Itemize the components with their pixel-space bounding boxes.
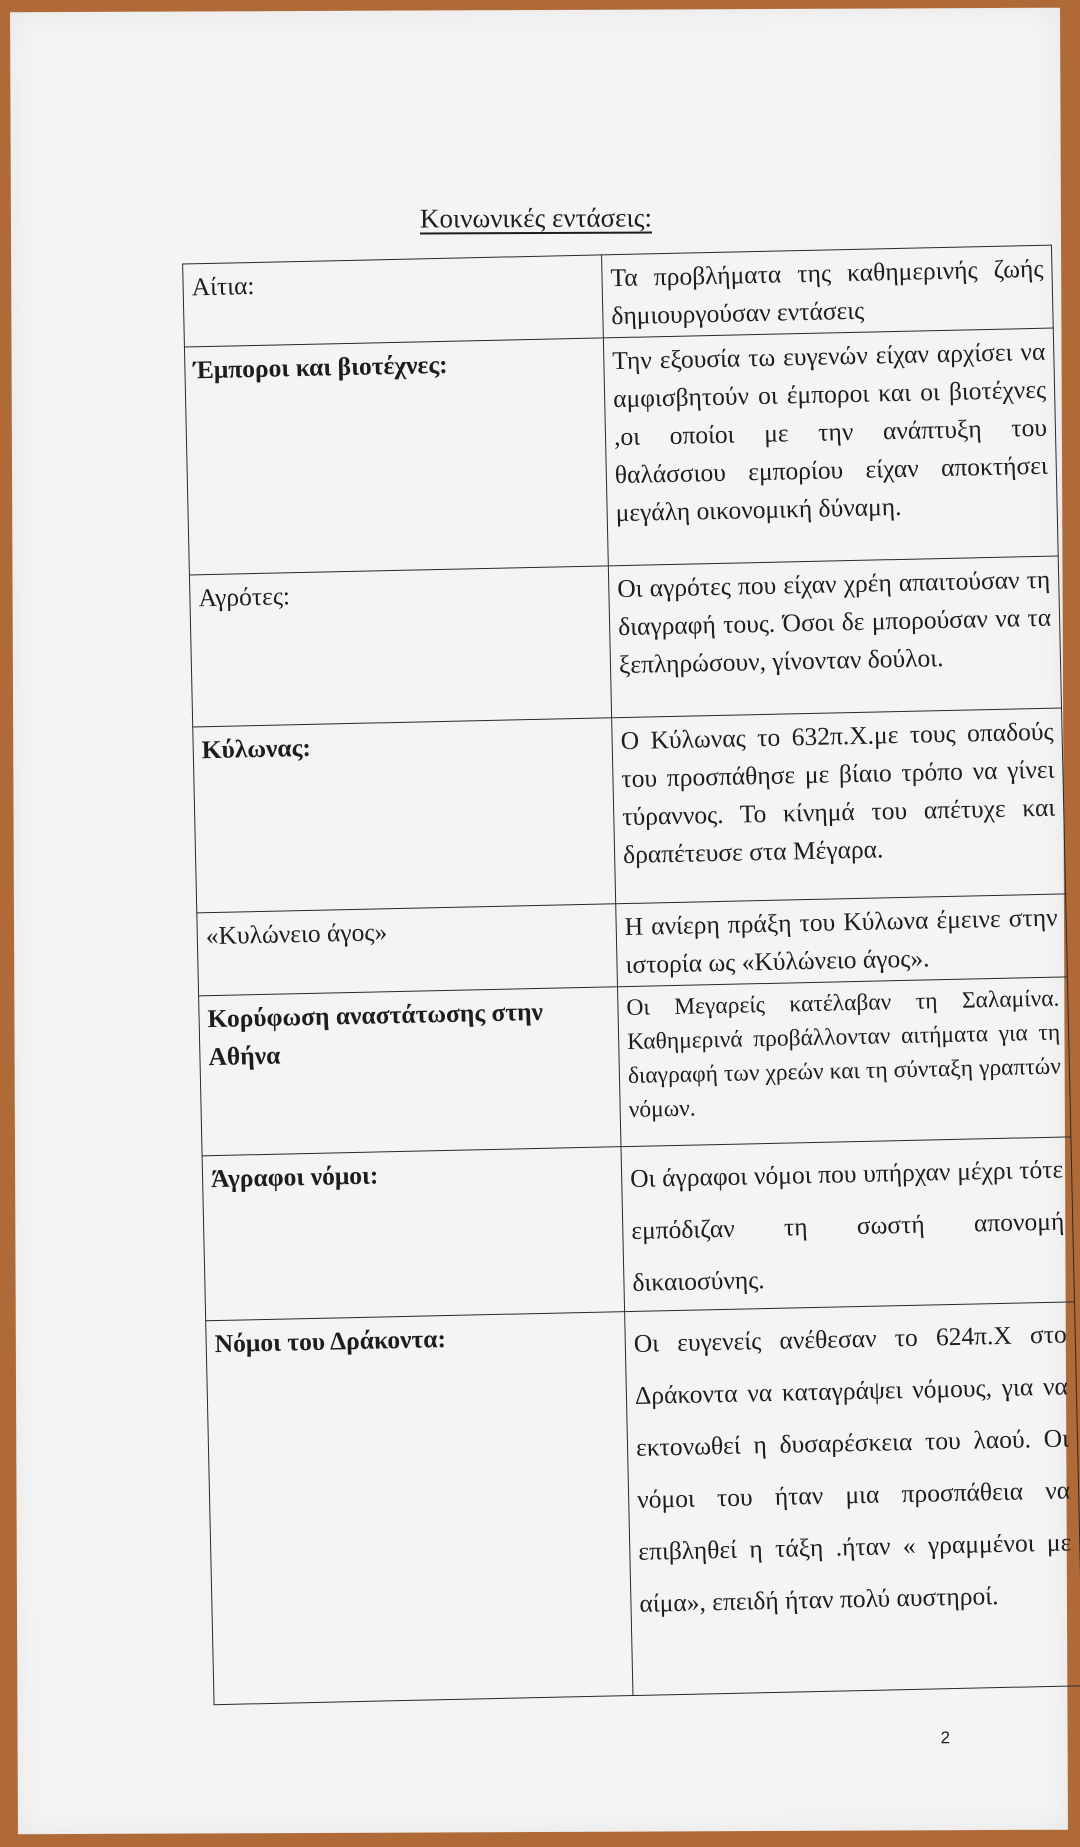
row-text: Ο Κύλωνας το 632π.Χ.με τους οπαδούς του προσπάθησε με βίαιο τρόπο να γίνει τύραννος. Το κίνημά του απέτυχε και δραπέτευσε στα Μέγαρα. <box>612 708 1066 904</box>
row-text: Οι αγρότες που είχαν χρέη απαιτούσαν τη διαγραφή τους. Όσοι δε μπορούσαν να τα ξεπληρώσουν, γίνονταν δούλοι. <box>608 556 1061 718</box>
row-label: Κύλωνας: <box>193 718 616 913</box>
row-label: Έμποροι και βιοτέχνες: <box>184 338 608 575</box>
document-page <box>10 8 1072 1835</box>
table-row <box>206 1302 1080 1705</box>
row-label: Κορύφωση αναστάτωσης στην Αθήνα <box>199 987 621 1156</box>
page-title: Κοινωνικές εντάσεις: <box>419 202 652 234</box>
row-label: Αίτια: <box>183 255 604 347</box>
row-text: Οι άγραφοι νόμοι που υπήρχαν μέχρι τότε εμπόδιζαν τη σωστή απονομή δικαιοσύνης. <box>621 1137 1074 1312</box>
table-row <box>189 556 1061 727</box>
row-text: Την εξουσία τω ευγενών είχαν αρχίσει να αμφισβητούν οι έμποροι και οι βιοτέχνες ,οι οποίοι με την ανάπτυξη του θαλάσσιου εμπορίου είχαν αποκτήσει μεγάλη οικονομική δύναμη. <box>603 328 1058 566</box>
row-label: Νόμοι του Δράκοντα: <box>206 1312 633 1705</box>
row-label: «Κυλώνειο άγος» <box>197 904 618 996</box>
page-number: 2 <box>940 1728 951 1748</box>
table-row <box>202 1137 1074 1321</box>
row-text: Οι ευγενείς ανέθεσαν το 624π.Χ στο Δράκοντα να καταγράψει νόμους, για να εκτονωθεί η δυσαρέσκεια του λαού. Οι νόμοι του ήταν μια προσπάθεια να επιβληθεί η τάξη .ήταν « γραμμένοι με αίμα», επειδή ήταν πολύ αυστηροί. <box>625 1302 1080 1696</box>
row-label: Άγραφοι νόμοι: <box>202 1147 624 1321</box>
row-text: Η ανίερη πράξη του Κύλωνα έμεινε στην ιστορία ως «Κύλώνειο άγος». <box>616 894 1068 987</box>
row-text: Τα προβλήματα της καθημερινής ζωής δημιουργούσαν εντάσεις <box>602 245 1054 338</box>
table-row <box>193 708 1066 913</box>
table-row <box>184 328 1058 575</box>
row-text: Οι Μεγαρείς κατέλαβαν τη Σαλαμίνα. Καθημερινά προβάλλονταν αιτήματα για τη διαγραφή των χρεών και τη σύνταξη γραπτών νόμων. <box>618 977 1071 1147</box>
content-table <box>182 245 1080 1706</box>
table-row <box>199 977 1071 1156</box>
row-label: Αγρότες: <box>189 566 611 727</box>
